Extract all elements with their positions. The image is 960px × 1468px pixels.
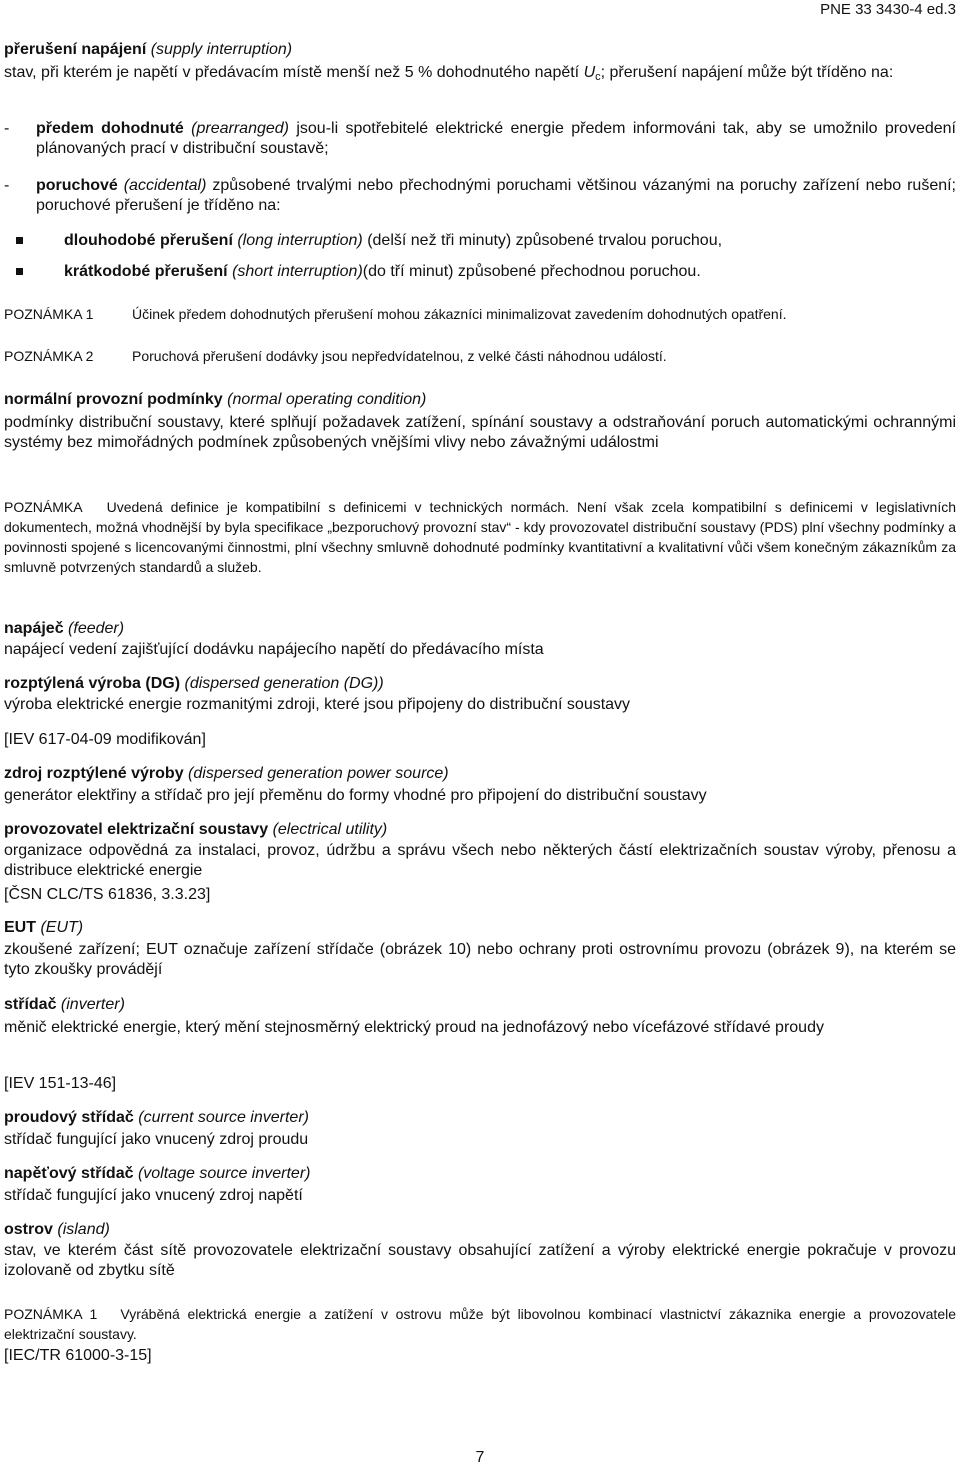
- term-title: přerušení napájení: [4, 41, 147, 58]
- definition-text: (do tří minut) způsobené přechodnou poruchou.: [362, 263, 701, 280]
- definition-text: stav, při kterém je napětí v předávacím místě menší než 5 % dohodnutého napětí: [4, 64, 584, 81]
- definition-feeder: napájecí vedení zajišťující dodávku napájecího napětí do předávacího místa: [4, 641, 544, 658]
- term-english: (dispersed generation (DG)): [184, 675, 384, 692]
- definition-inverter: měnič elektrické energie, který mění stejnosměrný elektrický proud na jednofázový nebo vícefázové střídavé proudy: [4, 1019, 824, 1036]
- note-island: [4, 1304, 956, 1344]
- term-english: (short interruption): [232, 263, 363, 280]
- term-title: předem dohodnuté: [36, 120, 184, 137]
- note-normal-operating: [4, 497, 956, 577]
- reference-csn-clc: [ČSN CLC/TS 61836, 3.3.23]: [4, 886, 211, 903]
- term-voltage-source-inverter: [4, 1164, 956, 1184]
- definition-dispersed-generation: výroba elektrické energie rozmanitými zdroji, které jsou připojeny do distribuční soustavy: [4, 696, 631, 713]
- term-feeder: [4, 619, 956, 639]
- term-english: (normal operating condition): [227, 391, 427, 408]
- uc-symbol: U: [583, 64, 596, 81]
- note-1: [4, 304, 956, 324]
- reference-iec-tr: [IEC/TR 61000-3-15]: [4, 1347, 152, 1364]
- term-title: napáječ: [4, 620, 64, 637]
- term-english: (island): [57, 1221, 110, 1238]
- term-english: (supply interruption): [150, 41, 293, 58]
- term-english: (feeder): [68, 620, 125, 637]
- note-label: POZNÁMKA 1: [4, 1306, 98, 1322]
- list-item-accidental: [4, 176, 956, 216]
- list-item-prearranged: [4, 119, 956, 159]
- term-title: provozovatel elektrizační soustavy: [4, 821, 269, 838]
- page-number: 7: [475, 1449, 485, 1466]
- reference-iev-617: [IEV 617-04-09 modifikován]: [4, 731, 206, 748]
- definition-text: jsou-li spotřebitelé elektrické energie předem informováni tak, aby se umožnilo provedení plánovaných prací v distribuční soustavě;: [36, 120, 956, 157]
- dash-marker: -: [4, 120, 10, 137]
- square-bullet-icon: [16, 268, 23, 275]
- definition-eut: zkoušené zařízení; EUT označuje zařízení střídače (obrázek 10) nebo ochrany proti ostrovnímu provozu (obrázek 9), na kterém se tyto zkoušky provádějí: [4, 941, 956, 978]
- dash-marker: -: [4, 177, 10, 194]
- note-label: POZNÁMKA 2: [4, 348, 94, 364]
- term-electrical-utility: [4, 820, 956, 840]
- term-title: normální provozní podmínky: [4, 391, 223, 408]
- definition-island: stav, ve kterém část sítě provozovatele elektrizační soustavy obsahující zatížení a výroby elektrické energie pokračuje v provozu izolovaně od zbytku sítě: [4, 1242, 956, 1279]
- term-eut: [4, 918, 956, 938]
- uc-subscript: c: [595, 71, 601, 83]
- term-title: proudový střídač: [4, 1109, 134, 1126]
- term-english: (EUT): [40, 919, 84, 936]
- note-label: POZNÁMKA: [4, 499, 83, 515]
- definition-text: ; přerušení napájení může být tříděno na:: [600, 64, 894, 81]
- square-bullet-icon: [16, 237, 23, 244]
- term-title: zdroj rozptýlené výroby: [4, 765, 184, 782]
- definition-electrical-utility: organizace odpovědná za instalaci, provoz, údržbu a správu všech nebo některých částí elektrizačních soustav výroby, přenosu a distribuce elektrické energie: [4, 842, 956, 879]
- term-normal-operating: [4, 390, 956, 410]
- term-english: (inverter): [60, 996, 125, 1013]
- term-english: (dispersed generation power source): [188, 765, 449, 782]
- term-title: rozptýlená výroba (DG): [4, 675, 181, 692]
- document-id: PNE 33 3430-4 ed.3: [820, 1, 956, 18]
- term-english: (accidental): [123, 177, 207, 194]
- definition-text: způsobené trvalými nebo přechodnými poruchami většinou vázanými na poruchy zařízení nebo rušení; poruchové přerušení je tříděno na:: [36, 177, 956, 214]
- note-text: Účinek předem dohodnutých přerušení mohou zákazníci minimalizovat zavedením dohodnutých opatření.: [132, 306, 787, 322]
- term-inverter: [4, 995, 956, 1015]
- definition-normal-operating: podmínky distribuční soustavy, které splňují požadavek zatížení, spínání soustavy a odstraňování poruch automatickými ochrannými systémy bez mimořádných podmínek způsobených vnějšími vlivy nebo závažnými událostmi: [4, 414, 956, 451]
- term-title: EUT: [4, 919, 36, 936]
- term-dg-source: [4, 764, 956, 784]
- list-item-long-interruption: [4, 231, 956, 251]
- term-english: (long interruption): [237, 232, 363, 249]
- term-english: (voltage source inverter): [137, 1165, 311, 1182]
- term-title: poruchové: [36, 177, 118, 194]
- definition-voltage-source-inverter: střídač fungující jako vnucený zdroj napětí: [4, 1187, 303, 1204]
- definition-text: (delší než tři minuty) způsobené trvalou poruchou,: [362, 232, 723, 249]
- term-title: ostrov: [4, 1221, 53, 1238]
- term-english: (current source inverter): [138, 1109, 309, 1126]
- term-title: dlouhodobé přerušení: [64, 232, 233, 249]
- term-island: [4, 1220, 956, 1240]
- term-english: (prearranged): [191, 120, 289, 137]
- note-2: [4, 346, 956, 366]
- definition-dg-source: generátor elektřiny a střídač pro její přeměnu do formy vhodné pro připojení do distribuční soustavy: [4, 787, 707, 804]
- term-title: napěťový střídač: [4, 1165, 134, 1182]
- note-label: POZNÁMKA 1: [4, 306, 94, 322]
- term-english: (electrical utility): [272, 821, 388, 838]
- note-text: Vyráběná elektrická energie a zatížení v ostrovu může být libovolnou kombinací vlastnictví zákaznika energie a provozovatele elektrizační soustavy.: [4, 1306, 957, 1342]
- term-title: střídač: [4, 996, 57, 1013]
- term-dispersed-generation: [4, 674, 956, 694]
- term-supply-interruption: [4, 40, 956, 60]
- reference-iev-151: [IEV 151-13-46]: [4, 1075, 117, 1092]
- definition-supply-interruption: [4, 63, 956, 83]
- note-text: Poruchová přerušení dodávky jsou nepředvídatelnou, z velké části náhodnou událostí.: [132, 348, 667, 364]
- list-item-short-interruption: [4, 262, 956, 282]
- note-text: Uvedená definice je kompatibilní s definicemi v technických normách. Není však zcela kompatibilní s definicemi v legislativních dokumentech, možná vhodnější by byla specifikace „bezporuchový provozní stav“ - kdy provozovatel distribuční soustavy (PDS) plní všechny podmínky a povinnosti spojené s licencovanými činnostmi, plní všechny smluvně dohodnuté podmínky kvantitativní a kvalitativní vůči všem konečným zákazníkům za smluvně potvrzených standardů a služeb.: [4, 499, 956, 575]
- definition-current-source-inverter: střídač fungující jako vnucený zdroj proudu: [4, 1131, 309, 1148]
- term-current-source-inverter: [4, 1108, 956, 1128]
- term-title: krátkodobé přerušení: [64, 263, 228, 280]
